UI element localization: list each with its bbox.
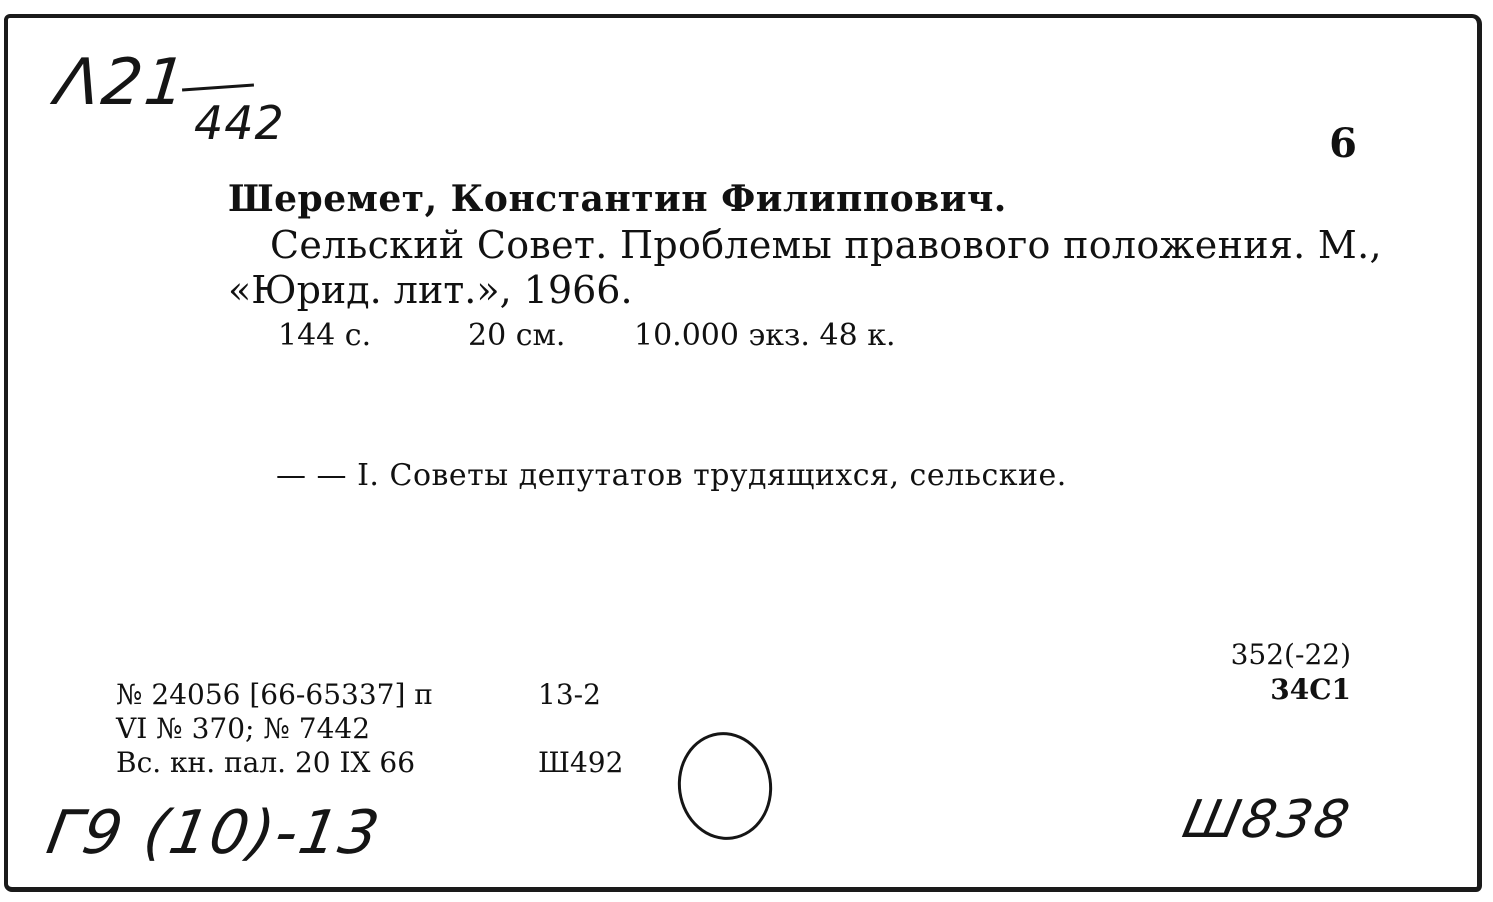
handwritten-shelfmark-sub: 442	[194, 96, 285, 150]
copies-price: 10.000 экз. 48 к.	[634, 318, 896, 353]
registry-chamber-date: Вс. кн. пал. 20 IX 66	[116, 746, 416, 779]
title-statement: Сельский Совет. Проблемы правового положения. М.,	[270, 223, 1382, 267]
card-number: 6	[1329, 120, 1357, 167]
handwritten-fraction-line	[182, 83, 254, 91]
classification-code-secondary: 34С1	[1270, 673, 1351, 706]
registry-number: № 24056 [66-65337] п	[116, 678, 433, 711]
author-heading: Шеремет, Константин Филиппович.	[228, 178, 1007, 220]
stamp-circle	[671, 726, 779, 846]
subject-heading: — — I. Советы депутатов трудящихся, сельские.	[276, 458, 1067, 493]
book-size: 20 см.	[468, 318, 566, 353]
author-mark: Ш492	[538, 746, 624, 779]
publisher-statement: «Юрид. лит.», 1966.	[228, 268, 633, 312]
handwritten-bottom-right-note: Ш838	[1177, 790, 1358, 850]
handwritten-bottom-left-note: Г9 (10)-13	[41, 798, 387, 868]
catalog-card	[4, 14, 1482, 892]
registry-code: 13-2	[538, 678, 601, 711]
handwritten-shelfmark: Λ21	[52, 46, 192, 120]
classification-code: 352(-22)	[1230, 638, 1351, 671]
registry-volume: VI № 370; № 7442	[116, 712, 371, 745]
pages-count: 144 с.	[278, 318, 372, 353]
